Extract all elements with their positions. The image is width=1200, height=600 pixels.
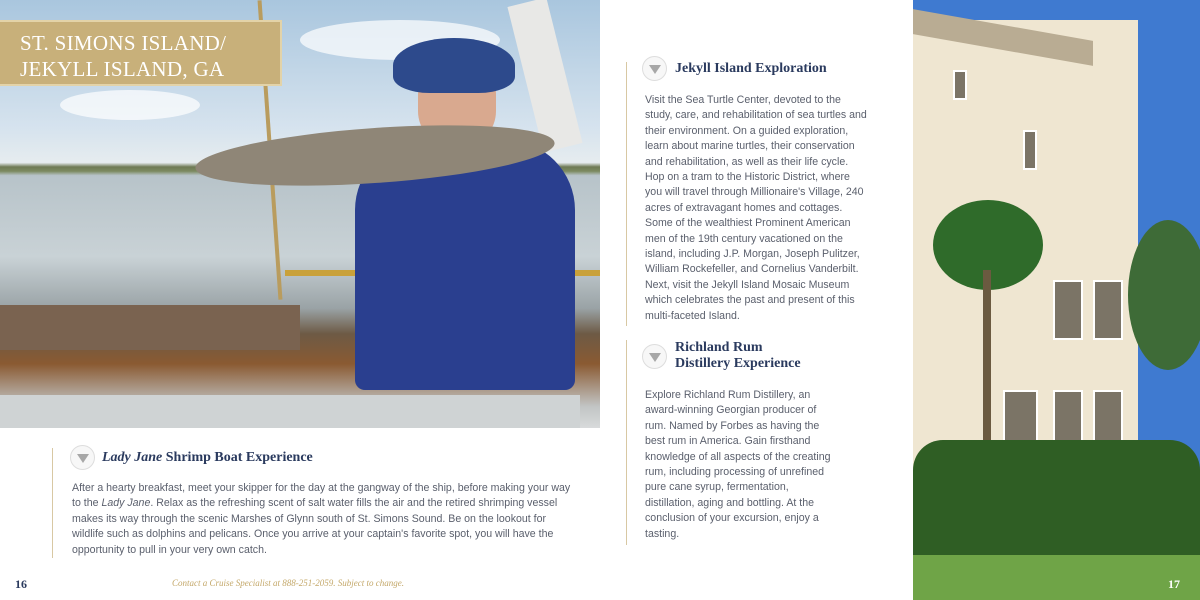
destination-title-banner — [0, 20, 282, 86]
jekyll-section — [626, 62, 627, 326]
page-number-left: 16 — [15, 577, 27, 591]
diamond-icon — [642, 56, 667, 81]
jekyll-body: Visit the Sea Turtle Center, devoted to the study, care, and rehabilitation of sea turtles and their environment. On a guided exploration, learn about marine turtles, their conservation and rehabilitation, as well as their life cycle. Hop on a tram to the Historic District, where you will travel through Millionaire's Village, 240 acres of extravagant homes and cottages. Some of the wealthiest Prominent American men of the 19th century vacationed on the island, including J.P. Morgan, Joseph Pulitzer, William Rockefeller, and Cornelius Vanderbilt. Next, visit the Jekyll Island Mosaic Museum which celebrates the past and present of this multi-faceted Island. — [645, 94, 867, 322]
lady-jane-section — [52, 448, 53, 558]
page-number-right: 17 — [1168, 577, 1180, 591]
mansion-photo — [913, 0, 1200, 600]
lady-jane-body: After a hearty breakfast, meet your skipper for the day at the gangway of the ship, before making your way to the Lady Jane. Relax as the refreshing scent of salt water fills the air and the retired shrimping vessel makes its way through the scenic Marshes of Glynn south of St. Simons Sound. Be on the lookout for wildlife such as dolphins and pelicans. Once you arrive at your captain's favorite spot, you will have the opportunity to pull in your very own catch. — [72, 482, 571, 556]
title-line-1: ST. SIMONS ISLAND/ — [20, 31, 227, 55]
richland-section — [626, 340, 627, 545]
title-line-2: JEKYLL ISLAND, GA — [20, 57, 225, 81]
jekyll-heading: Jekyll Island Exploration — [675, 61, 827, 76]
contact-footer: Contact a Cruise Specialist at 888-251-2059. Subject to change. — [172, 578, 404, 588]
richland-body: Explore Richland Rum Distillery, an award-winning Georgian producer of rum. Named by Forbes as having the best rum in America. Gain firsthand knowledge of all aspects of the creating rum, including processing of unrefined pure cane syrup, fermentation, distillation, aging and bottling. At the conclusion of your excursion, enjoy a tasting. — [645, 389, 831, 540]
diamond-icon — [642, 344, 667, 369]
diamond-icon — [70, 445, 95, 470]
richland-heading: Richland Rum Distillery Experience — [675, 340, 801, 371]
lady-jane-heading: Lady Jane Shrimp Boat Experience — [102, 450, 313, 465]
